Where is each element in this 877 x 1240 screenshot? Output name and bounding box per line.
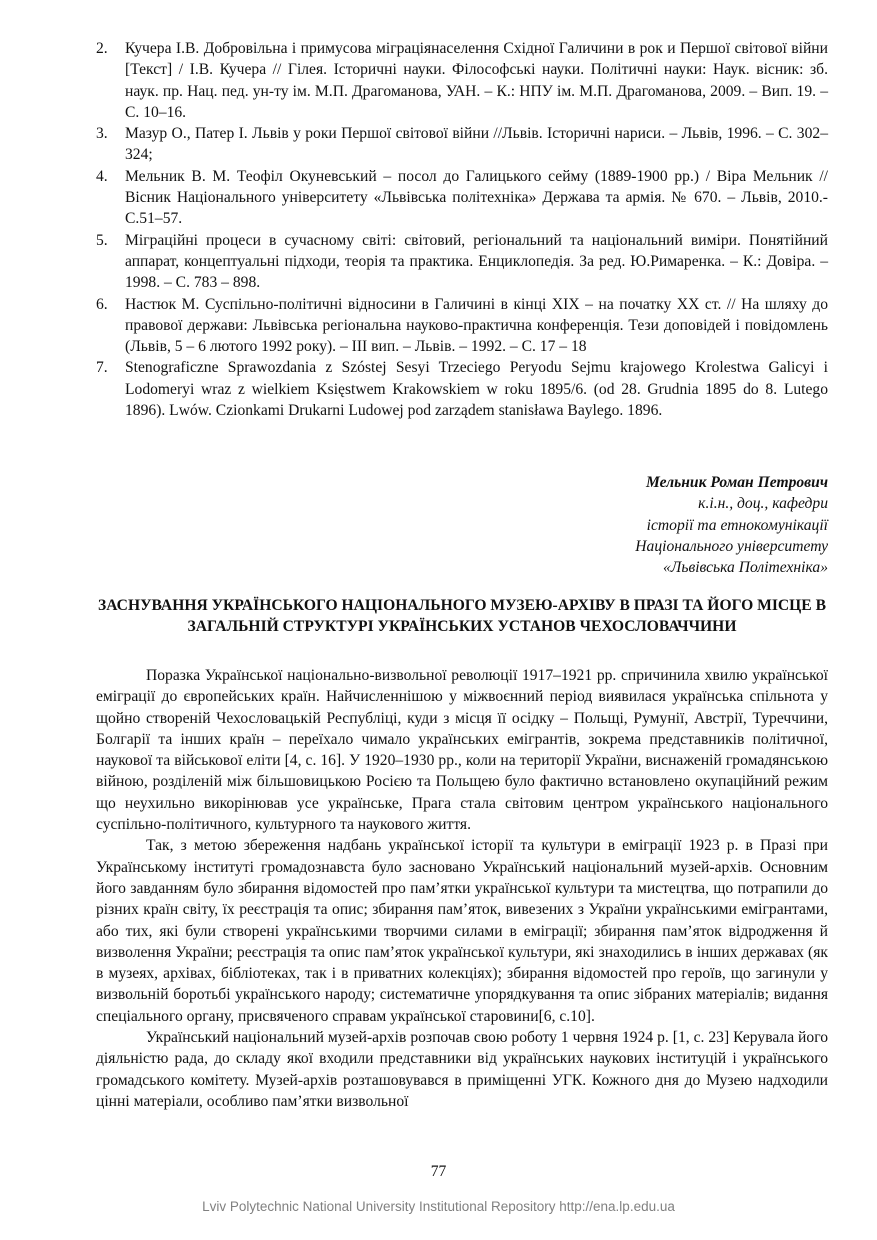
reference-text: Міграційні процеси в сучасному світі: світовий, регіональний та національний виміри. Понятійний аппарат, концептуальні підходи, теорія та практика. Енциклопедія. За ред. Ю.Римаренка. – К.: Довіра. – 1998. – С. 783 – 898. [125,231,828,292]
reference-item [96,123,828,166]
author-affiliation [635,472,828,578]
article-title: ЗАСНУВАННЯ УКРАЇНСЬКОГО НАЦІОНАЛЬНОГО МУЗЕЮ-АРХІВУ В ПРАЗІ ТА ЙОГО МІСЦЕ В ЗАГАЛЬНІЙ СТРУКТУРІ УКРАЇНСЬКИХ УСТАНОВ ЧЕХОСЛОВАЧЧИНИ [97,597,827,635]
article-body [96,665,828,1112]
body-paragraph: Так, з метою збереження надбань української історії та культури в еміграції 1923 р. в Празі при Українському інституті громадознавста було засновано Український національний музей-архів. Основним його завданням було збирання відомостей про пам’ятки української культури та мистецтва, що потрапили до різних країн світу, їх реєстрація та опис; збирання пам’яток, вивезених з України українськими емігрантами, або тих, які були створені українськими творчими силами в еміграції; збирання пам’яток відродження й визволення України; реєстрація та опис пам’яток української культури, які знаходились в інших державах (як в музеях, архівах, бібліотеках, так і в приватних колекціях); збирання відомостей про героїв, що загинули у визвольній боротьбі українського народу; систематичне упорядкування та опис зібраних матеріалів; видання спеціального органу, присвяченого справам української старовини[6, с.10]. [96,837,828,1025]
author-name: Мельник Роман Петрович [645,474,828,491]
reference-item [96,230,828,294]
reference-number: 3. [96,125,108,143]
reference-number: 4. [96,167,108,185]
reference-text: Кучера І.В. Добровільна і примусова міграціянаселення Східної Галичини в рок и Першої світової війни [Текст] / І.В. Кучера // Гілея. Історичні науки. Філософські науки. Політичні науки: Наук. вісник: зб. наук. пр. Нац. пед. ун-ту ім. М.П. Драгоманова, УАН. – К.: НПУ ім. М.П. Драгоманова, 2009. – Вип. 19. – С. 10–16. [125,40,828,121]
author-university-name: «Львівська Політехніка» [662,559,828,577]
reference-number: 6. [96,295,108,313]
body-paragraph: Український національний музей-архів розпочав свою роботу 1 червня 1924 р. [1, с. 23] Керувала його діяльністю рада, до складу якої входили представники від українських наукових інституцій і українського громадського комітету. Музей-архів розташовувався в приміщенні УГК. Кожного дня до Музею надходили цінні матеріали, особливо пам’ятки визвольної [96,1029,828,1110]
repository-footer: Lviv Polytechnic National University Institutional Repository http://ena.lp.edu.ua [202,1199,675,1214]
reference-text: Мельник В. М. Теофіл Окуневський – посол до Галицького сейму (1889-1900 рр.) / Віра Мельник // Вісник Національного університету «Львівська політехніка» Держава та армія. № 670. – Львів, 2010.- С.51–57. [125,167,828,228]
author-university: Національного університету [635,537,828,555]
author-department: історії та етнокомунікації [646,516,828,534]
body-paragraph: Поразка Української національно-визвольної революції 1917–1921 рр. спричинила хвилю української еміграції до європейських країн. Найчисленнішою у міжвоєнний період виявилася українська спільнота у щойно створеній Чехословацькій Республіці, куди з місця її осідку – Польщі, Румунії, Австрії, Туреччини, Болгарії та інших країн – переїхало чимало українських емігрантів, зокрема представників політичної, наукової та військової еліти [4, с. 16]. У 1920–1930 рр., коли на території України, виснаженій громадянською війною, розділеній між більшовицькою Росією та Польщею було фактично встановлено окупаційний режим що неухильно викорінював усе українське, Прага стала світовим центром українського національного суспільно-політичного, культурного та наукового життя. [96,667,828,834]
reference-item [96,294,828,358]
reference-text: Мазур О., Патер І. Львів у роки Першої світової війни //Львів. Історичні нариси. – Львів, 1996. – С. 302–324; [125,125,828,164]
reference-text: Stenograficzne Sprawozdania z Szóstej Sesyi Trzeciego Peryodu Sejmu krajowego Krolestwa Galicyi i Lodomeryi wraz z wielkiem Księstwem Krakowskiem w roku 1895/6. (od 28. Grudnia 1895 do 8. Lutego 1896). Lwów. Czionkami Drukarni Ludowej pod zarządem stanisława Baylego. 1896. [125,359,828,420]
page-number: 77 [430,1163,447,1180]
reference-item [96,166,828,230]
reference-item [96,38,828,123]
reference-list [96,38,828,421]
author-degree: к.і.н., доц., кафедри [698,495,828,513]
reference-item [96,357,828,421]
reference-number: 7. [96,359,108,377]
reference-number: 2. [96,40,108,57]
reference-text: Настюк М. Суспільно-політичні відносини в Галичині в кінці ХІХ – на початку ХХ ст. // На шляху до правової держави: Львівська регіональна науково-практична конференція. Тези доповідей і повідомлень (Львів, 5 – 6 лютого 1992 року). – ІІІ вип. – Львів. – 1992. – С. 17 – 18 [125,295,828,356]
reference-number: 5. [96,231,108,249]
